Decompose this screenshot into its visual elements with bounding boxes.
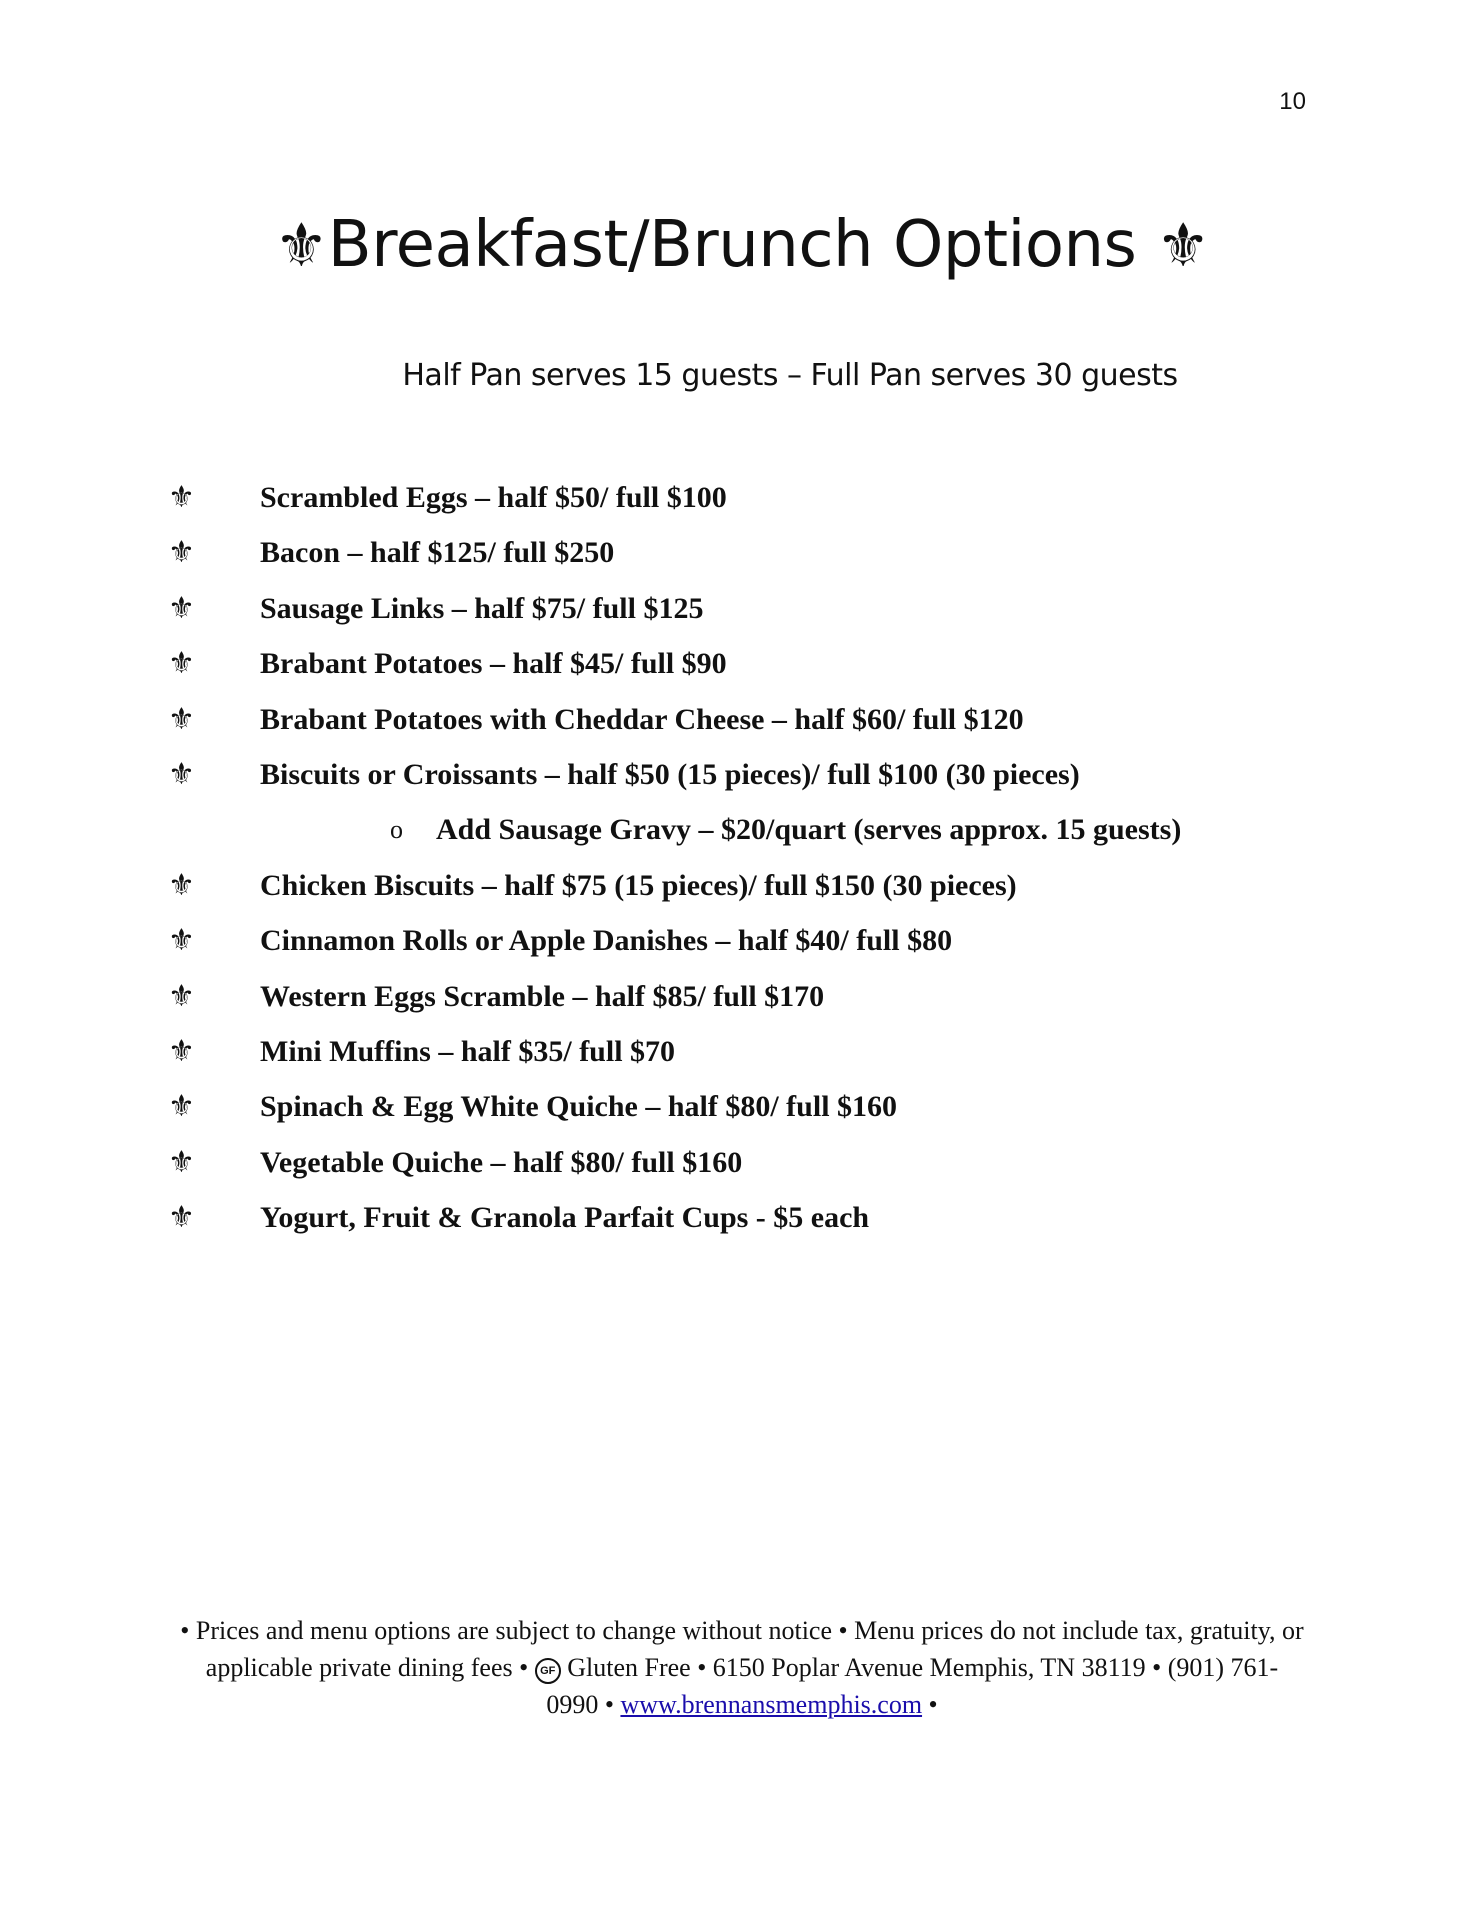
menu-item: [168, 700, 1318, 755]
fleur-de-lis-icon: ⚜: [168, 481, 195, 514]
menu-item-text: Mini Muffins – half $35/ full $70: [260, 1034, 676, 1068]
menu-item: [168, 977, 1318, 1032]
menu-item: [168, 1032, 1318, 1087]
fleur-de-lis-icon: ⚜: [274, 211, 328, 281]
menu-item: [168, 589, 1318, 644]
website-link[interactable]: www.brennansmemphis.com: [620, 1690, 923, 1719]
fleur-de-lis-icon: ⚜: [168, 1201, 195, 1235]
gluten-free-icon: GF: [535, 1658, 561, 1684]
menu-item-text: Brabant Potatoes – half $45/ full $90: [260, 647, 727, 681]
fleur-de-lis-icon: ⚜: [1156, 211, 1210, 281]
menu-item: [168, 866, 1318, 921]
fleur-de-lis-icon: ⚜: [168, 1145, 195, 1179]
fleur-de-lis-icon: ⚜: [168, 536, 195, 570]
menu-item: [168, 1087, 1318, 1142]
menu-item-text: Yogurt, Fruit & Granola Parfait Cups - $5 each: [260, 1201, 870, 1235]
menu-sub-item: [168, 810, 1318, 865]
menu-item: [168, 755, 1318, 810]
menu-item-text: Biscuits or Croissants – half $50 (15 pieces)/ full $100 (30 pieces): [260, 757, 1080, 791]
serving-info: Half Pan serves 15 guests – Full Pan serves 30 guests: [402, 358, 1178, 393]
fleur-de-lis-icon: ⚜: [168, 1090, 195, 1124]
menu-item: [168, 1143, 1318, 1198]
fleur-de-lis-icon: ⚜: [168, 979, 195, 1013]
circle-bullet-icon: o: [390, 815, 403, 845]
title-text: Breakfast/Brunch Options: [327, 208, 1137, 282]
menu-item-text: Bacon – half $125/ full $250: [260, 536, 615, 570]
menu-item-text: Western Eggs Scramble – half $85/ full $170: [260, 979, 825, 1013]
fleur-de-lis-icon: ⚜: [168, 757, 195, 791]
menu-item: [168, 533, 1318, 588]
fleur-de-lis-icon: ⚜: [168, 591, 195, 625]
footer-text: •: [928, 1690, 938, 1719]
menu-item: [168, 921, 1318, 976]
fleur-de-lis-icon: ⚜: [168, 647, 195, 681]
menu-item: [168, 1198, 1318, 1253]
fleur-de-lis-icon: ⚜: [168, 702, 195, 736]
footer-text: Gluten Free • 6150 Poplar Avenue Memphis, TN 38119 • (901) 761-0990 •: [546, 1653, 1279, 1719]
fleur-de-lis-icon: ⚜: [168, 868, 195, 902]
fleur-de-lis-icon: ⚜: [168, 924, 195, 958]
menu-item: [168, 644, 1318, 699]
menu-item-text: Add Sausage Gravy – $20/quart (serves approx. 15 guests): [436, 813, 1182, 847]
menu-item-text: Scrambled Eggs – half $50/ full $100: [260, 481, 727, 514]
page-title: [0, 208, 1484, 282]
menu-item: [168, 478, 1318, 533]
menu-item-text: Brabant Potatoes with Cheddar Cheese – half $60/ full $120: [260, 702, 1024, 736]
footer-notice: [180, 1612, 1304, 1723]
fleur-de-lis-icon: ⚜: [168, 1034, 195, 1068]
menu-item-text: Cinnamon Rolls or Apple Danishes – half $40/ full $80: [260, 924, 953, 958]
page-number: 10: [1279, 88, 1306, 115]
menu-item-text: Chicken Biscuits – half $75 (15 pieces)/ full $150 (30 pieces): [260, 868, 1017, 902]
menu-item-text: Sausage Links – half $75/ full $125: [260, 591, 704, 625]
menu-list: [168, 478, 1318, 1253]
footer-text: • Prices and menu options are subject to change without notice • Menu prices do not include tax, gratuity, or applicable private dining fees •: [180, 1616, 1304, 1682]
menu-item-text: Vegetable Quiche – half $80/ full $160: [260, 1145, 743, 1179]
menu-item-text: Spinach & Egg White Quiche – half $80/ full $160: [260, 1090, 898, 1124]
